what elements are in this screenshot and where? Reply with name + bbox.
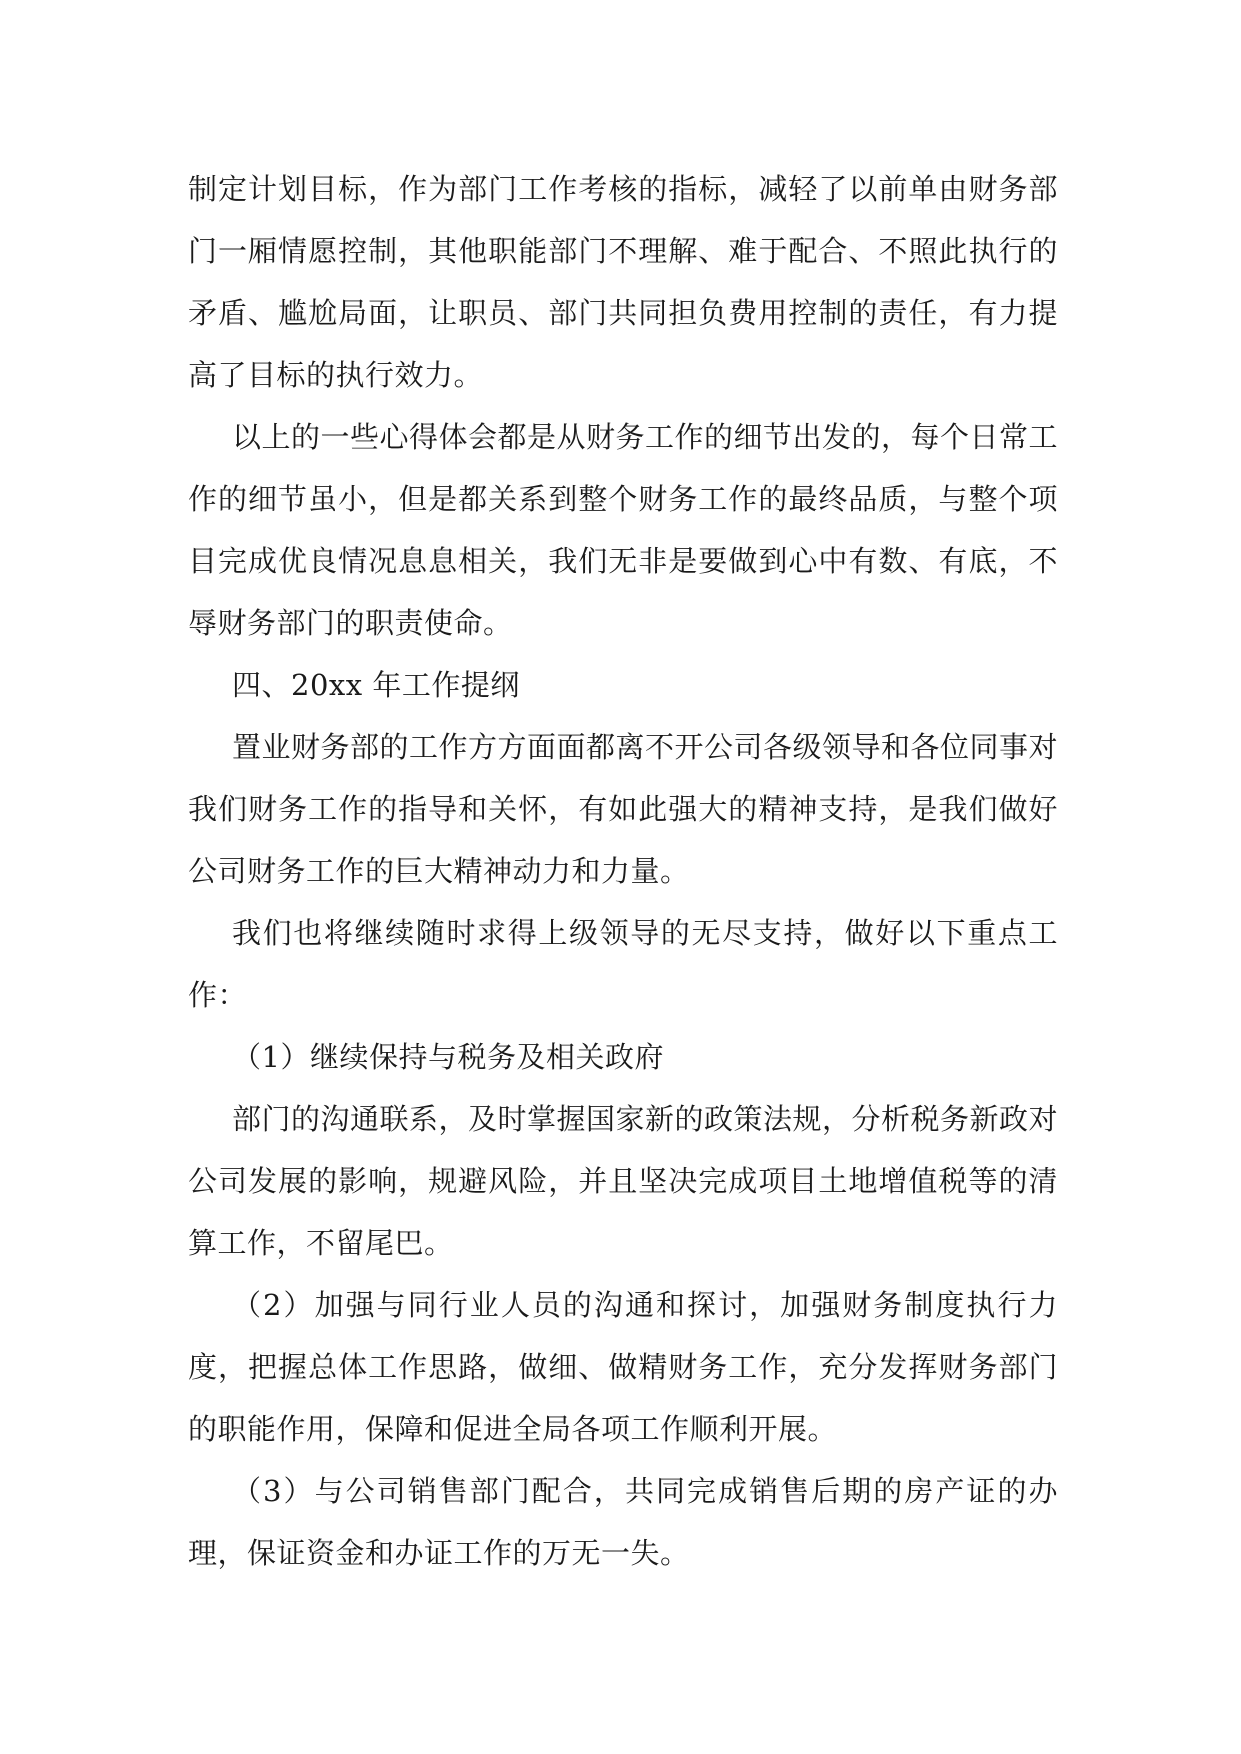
list-item-3: （3）与公司销售部门配合，共同完成销售后期的房产证的办理，保证资金和办证工作的万无一失。 xyxy=(188,1474,1058,1570)
paragraph-key-tasks-intro: 我们也将继续随时求得上级领导的无尽支持，做好以下重点工作： xyxy=(188,916,1058,1012)
document-body xyxy=(188,158,1058,1584)
paragraph-department-support: 置业财务部的工作方方面面都离不开公司各级领导和各位同事对我们财务工作的指导和关怀，有如此强大的精神支持，是我们做好公司财务工作的巨大精神动力和力量。 xyxy=(188,730,1059,888)
list-item-1: （1）继续保持与税务及相关政府 xyxy=(232,1040,664,1074)
paragraph-experience: 以上的一些心得体会都是从财务工作的细节出发的，每个日常工作的细节虽小，但是都关系到整个财务工作的最终品质，与整个项目完成优良情况息息相关，我们无非是要做到心中有数、有底，不辱财务部门的职责使命。 xyxy=(188,420,1059,640)
section-heading-work-outline: 四、20xx 年工作提纲 xyxy=(232,668,520,702)
paragraph-goal-setting: 制定计划目标，作为部门工作考核的指标，减轻了以前单由财务部门一厢情愿控制，其他职能部门不理解、难于配合、不照此执行的矛盾、尴尬局面，让职员、部门共同担负费用控制的责任，有力提高了目标的执行效力。 xyxy=(188,172,1058,392)
list-item-2: （2）加强与同行业人员的沟通和探讨，加强财务制度执行力度，把握总体工作思路，做细、做精财务工作，充分发挥财务部门的职能作用，保障和促进全局各项工作顺利开展。 xyxy=(188,1288,1058,1446)
paragraph-communication: 部门的沟通联系，及时掌握国家新的政策法规，分析税务新政对公司发展的影响，规避风险，并且坚决完成项目土地增值税等的清算工作，不留尾巴。 xyxy=(188,1102,1059,1260)
